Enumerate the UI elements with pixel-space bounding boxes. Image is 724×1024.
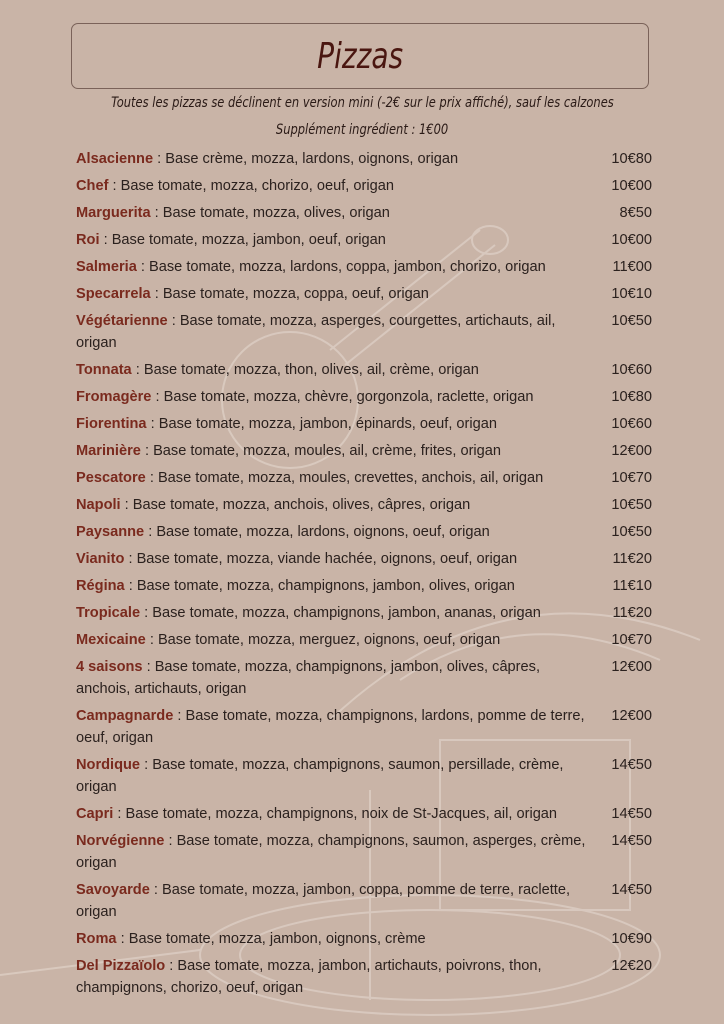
page-title: Pizzas xyxy=(316,35,404,77)
pizza-name: Marinière xyxy=(76,443,141,459)
pizza-price: 10€80 xyxy=(611,151,652,167)
pizza-ingredients: Base crème, mozza, lardons, oignons, origan xyxy=(165,151,459,167)
pizza-item xyxy=(76,629,652,651)
pizza-description xyxy=(76,521,596,543)
pizza-ingredients: Base tomate, mozza, jambon, épinards, oeuf, origan xyxy=(158,416,497,432)
pizza-price: 14€50 xyxy=(611,833,652,849)
pizza-description xyxy=(76,359,596,381)
pizza-description xyxy=(76,575,596,597)
pizza-name: Régina xyxy=(76,578,125,594)
pizza-price: 10€50 xyxy=(611,497,652,513)
separator: : xyxy=(108,178,121,194)
pizza-item xyxy=(76,467,652,489)
separator: : xyxy=(136,259,150,275)
pizza-item xyxy=(76,256,652,278)
pizza-item xyxy=(76,955,652,999)
pizza-description xyxy=(76,229,596,251)
separator: : xyxy=(116,931,129,947)
pizza-price: 10€80 xyxy=(611,389,652,405)
pizza-price: 10€50 xyxy=(611,524,652,540)
pizza-name: 4 saisons xyxy=(76,659,143,675)
pizza-item xyxy=(76,830,652,874)
pizza-name: Alsacienne xyxy=(76,151,154,167)
pizza-price: 14€50 xyxy=(611,757,652,773)
pizza-name: Tropicale xyxy=(76,605,141,621)
pizza-description xyxy=(76,879,596,923)
pizza-ingredients: Base tomate, mozza, asperges, courgettes, artichauts, ail, origan xyxy=(76,313,556,351)
pizza-description xyxy=(76,754,596,798)
pizza-ingredients: Base tomate, mozza, jambon, oignons, crème xyxy=(128,931,426,947)
separator: : xyxy=(146,416,159,432)
pizza-price: 10€10 xyxy=(611,286,652,302)
separator: : xyxy=(140,443,154,459)
pizza-item xyxy=(76,359,652,381)
separator: : xyxy=(140,757,153,773)
pizza-name: Mexicaine xyxy=(76,632,146,648)
pizza-name: Roma xyxy=(76,931,117,947)
pizza-description xyxy=(76,202,596,224)
title-box xyxy=(71,23,649,89)
separator: : xyxy=(164,833,177,849)
pizza-ingredients: Base tomate, mozza, champignons, jambon, olives, câpres, anchois, artichauts, origan xyxy=(76,659,541,697)
pizza-name: Paysanne xyxy=(76,524,145,540)
pizza-item xyxy=(76,440,652,462)
pizza-price: 12€00 xyxy=(611,659,652,675)
pizza-price: 14€50 xyxy=(611,806,652,822)
pizza-price: 10€60 xyxy=(611,416,652,432)
pizza-price: 11€10 xyxy=(612,578,652,594)
separator: : xyxy=(124,578,137,594)
separator: : xyxy=(165,958,178,974)
pizza-name: Végétarienne xyxy=(76,313,168,329)
pizza-name: Fiorentina xyxy=(76,416,147,432)
pizza-price: 10€50 xyxy=(611,313,652,329)
pizza-description xyxy=(76,148,596,170)
pizza-ingredients: Base tomate, mozza, moules, ail, crème, frites, origan xyxy=(153,443,502,459)
separator: : xyxy=(150,286,163,302)
separator: : xyxy=(113,806,126,822)
pizza-description xyxy=(76,602,596,624)
pizza-item xyxy=(76,229,652,251)
pizza-name: Marguerita xyxy=(76,205,151,221)
pizza-price: 10€00 xyxy=(611,232,652,248)
pizza-price: 12€20 xyxy=(611,958,652,974)
pizza-item xyxy=(76,202,652,224)
pizza-ingredients: Base tomate, mozza, chorizo, oeuf, origan xyxy=(120,178,394,194)
pizza-description xyxy=(76,705,596,749)
pizza-item xyxy=(76,705,652,749)
separator: : xyxy=(144,524,157,540)
pizza-price: 10€00 xyxy=(611,178,652,194)
pizza-name: Salmeria xyxy=(76,259,137,275)
pizza-ingredients: Base tomate, mozza, viande hachée, oignons, oeuf, origan xyxy=(136,551,518,567)
pizza-name: Vianito xyxy=(76,551,125,567)
pizza-ingredients: Base tomate, mozza, thon, olives, ail, crème, origan xyxy=(143,362,479,378)
separator: : xyxy=(145,632,158,648)
pizza-description xyxy=(76,494,596,516)
pizza-item xyxy=(76,413,652,435)
pizza-item xyxy=(76,602,652,624)
pizza-ingredients: Base tomate, mozza, moules, crevettes, anchois, ail, origan xyxy=(157,470,544,486)
pizza-item xyxy=(76,548,652,570)
pizza-name: Nordique xyxy=(76,757,141,773)
pizza-ingredients: Base tomate, mozza, olives, origan xyxy=(162,205,390,221)
pizza-menu-list xyxy=(76,148,652,1004)
pizza-description xyxy=(76,310,596,354)
pizza-ingredients: Base tomate, mozza, champignons, saumon, asperges, crème, origan xyxy=(76,833,586,871)
pizza-item xyxy=(76,521,652,543)
pizza-item xyxy=(76,879,652,923)
pizza-name: Del Pizzaïolo xyxy=(76,958,166,974)
pizza-description xyxy=(76,413,596,435)
pizza-price: 11€00 xyxy=(612,259,652,275)
pizza-price: 10€60 xyxy=(611,362,652,378)
separator: : xyxy=(149,882,162,898)
pizza-ingredients: Base tomate, mozza, jambon, artichauts, poivrons, thon, champignons, chorizo, oeuf, origan xyxy=(76,958,542,996)
pizza-ingredients: Base tomate, mozza, champignons, lardons, pomme de terre, oeuf, origan xyxy=(76,708,585,746)
pizza-item xyxy=(76,928,652,950)
pizza-description xyxy=(76,467,596,489)
pizza-ingredients: Base tomate, mozza, anchois, olives, câpres, origan xyxy=(132,497,471,513)
pizza-description xyxy=(76,928,596,950)
pizza-ingredients: Base tomate, mozza, jambon, oeuf, origan xyxy=(111,232,386,248)
pizza-description xyxy=(76,440,596,462)
pizza-description xyxy=(76,386,596,408)
pizza-description xyxy=(76,283,596,305)
pizza-item xyxy=(76,386,652,408)
pizza-description xyxy=(76,548,596,570)
separator: : xyxy=(131,362,144,378)
pizza-price: 11€20 xyxy=(612,551,652,567)
pizza-item xyxy=(76,656,652,700)
pizza-ingredients: Base tomate, mozza, coppa, oeuf, origan xyxy=(162,286,429,302)
pizza-ingredients: Base tomate, mozza, chèvre, gorgonzola, raclette, origan xyxy=(163,389,534,405)
pizza-name: Napoli xyxy=(76,497,121,513)
pizza-ingredients: Base tomate, mozza, champignons, noix de St-Jacques, ail, origan xyxy=(125,806,558,822)
pizza-description xyxy=(76,955,596,999)
pizza-ingredients: Base tomate, mozza, lardons, oignons, oeuf, origan xyxy=(156,524,490,540)
pizza-price: 14€50 xyxy=(611,882,652,898)
pizza-name: Pescatore xyxy=(76,470,146,486)
mini-note: Toutes les pizzas se déclinent en version mini (-2€ sur le prix affiché), sauf les calzones xyxy=(110,95,614,111)
pizza-description xyxy=(76,803,596,825)
separator: : xyxy=(153,151,166,167)
pizza-description xyxy=(76,656,596,700)
separator: : xyxy=(124,551,137,567)
pizza-description xyxy=(76,629,596,651)
pizza-item xyxy=(76,494,652,516)
pizza-price: 11€20 xyxy=(612,605,652,621)
pizza-item xyxy=(76,148,652,170)
pizza-item xyxy=(76,575,652,597)
separator: : xyxy=(167,313,180,329)
separator: : xyxy=(140,605,153,621)
separator: : xyxy=(145,470,158,486)
separator: : xyxy=(99,232,112,248)
pizza-ingredients: Base tomate, mozza, champignons, jambon, ananas, origan xyxy=(152,605,541,621)
separator: : xyxy=(173,708,186,724)
pizza-name: Campagnarde xyxy=(76,708,174,724)
pizza-name: Fromagère xyxy=(76,389,152,405)
separator: : xyxy=(120,497,133,513)
pizza-description xyxy=(76,830,596,874)
separator: : xyxy=(150,205,163,221)
pizza-item xyxy=(76,175,652,197)
pizza-name: Capri xyxy=(76,806,114,822)
pizza-name: Savoyarde xyxy=(76,882,150,898)
pizza-ingredients: Base tomate, mozza, lardons, coppa, jambon, chorizo, origan xyxy=(149,259,546,275)
separator: : xyxy=(142,659,155,675)
pizza-description xyxy=(76,175,596,197)
pizza-price: 12€00 xyxy=(611,708,652,724)
pizza-price: 12€00 xyxy=(611,443,652,459)
separator: : xyxy=(151,389,164,405)
pizza-ingredients: Base tomate, mozza, jambon, coppa, pomme de terre, raclette, origan xyxy=(76,882,571,920)
pizza-item xyxy=(76,754,652,798)
pizza-name: Tonnata xyxy=(76,362,132,378)
pizza-ingredients: Base tomate, mozza, champignons, saumon, persillade, crème, origan xyxy=(76,757,564,795)
pizza-price: 10€90 xyxy=(611,931,652,947)
pizza-price: 8€50 xyxy=(619,205,652,221)
pizza-price: 10€70 xyxy=(611,632,652,648)
pizza-price: 10€70 xyxy=(611,470,652,486)
supplement-note: Supplément ingrédient : 1€00 xyxy=(275,122,449,138)
pizza-ingredients: Base tomate, mozza, champignons, jambon, olives, origan xyxy=(136,578,515,594)
pizza-name: Specarrela xyxy=(76,286,151,302)
pizza-item xyxy=(76,803,652,825)
pizza-name: Norvégienne xyxy=(76,833,165,849)
pizza-name: Roi xyxy=(76,232,100,248)
pizza-name: Chef xyxy=(76,178,109,194)
pizza-item xyxy=(76,283,652,305)
pizza-description xyxy=(76,256,596,278)
pizza-ingredients: Base tomate, mozza, merguez, oignons, oeuf, origan xyxy=(157,632,501,648)
pizza-item xyxy=(76,310,652,354)
